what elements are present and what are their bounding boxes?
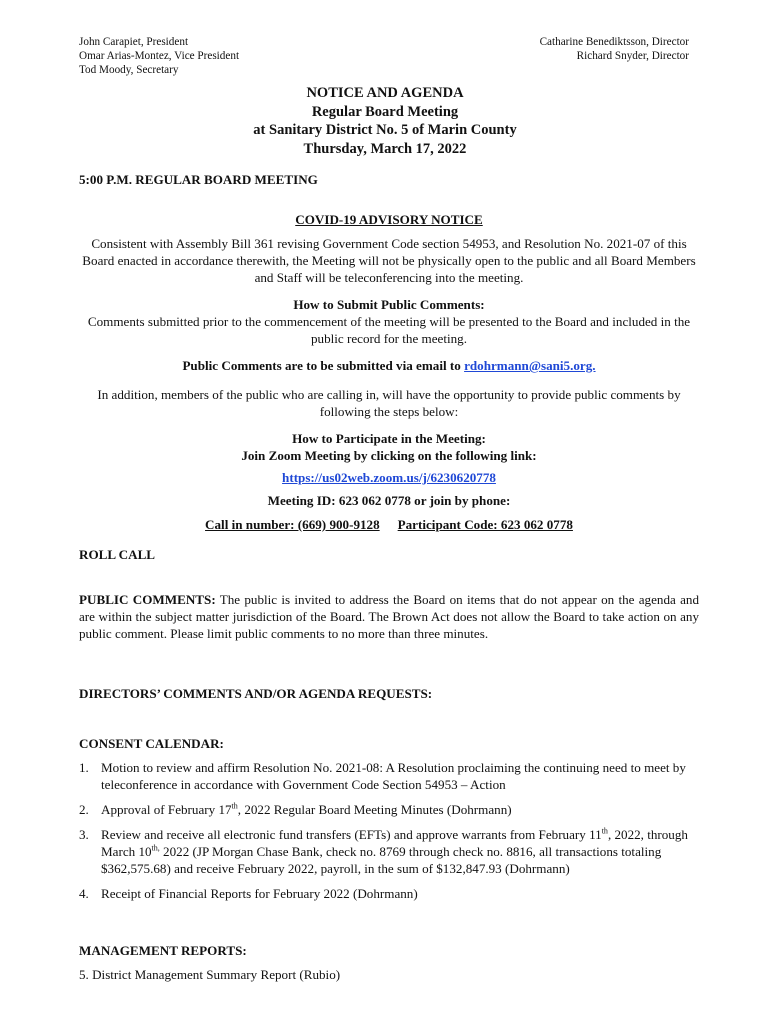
public-comments-label: PUBLIC COMMENTS: xyxy=(79,592,216,607)
consent-item-2 xyxy=(79,801,699,818)
title-line-1: NOTICE AND AGENDA xyxy=(306,85,464,101)
officer-vice-president: Omar Arias-Montez, Vice President xyxy=(79,50,240,62)
zoom-link[interactable]: https://us02web.zoom.us/j/6230620778 xyxy=(282,470,496,485)
public-comments-section xyxy=(79,591,699,642)
email-link[interactable]: rdohrmann@sani5.org. xyxy=(464,358,596,373)
consent-item-1 xyxy=(79,759,699,793)
title-line-3: at Sanitary District No. 5 of Marin County xyxy=(253,122,517,138)
meeting-id: Meeting ID: 623 062 0778 or join by phone: xyxy=(267,493,511,508)
item-text: Motion to review and affirm Resolution No. 2021-08: A Resolution proclaiming the continuing need to meet by teleconference in accordance with Government Code Section 54953 – Action xyxy=(101,760,686,792)
item-number: 3. xyxy=(79,827,89,842)
officer-secretary: Tod Moody, Secretary xyxy=(79,64,179,76)
directors-list xyxy=(540,35,689,63)
item-number: 1. xyxy=(79,760,89,775)
item-text: Receipt of Financial Reports for February 2022 (Dohrmann) xyxy=(101,886,418,901)
ordinal-suffix: th xyxy=(231,801,238,811)
director-2: Richard Snyder, Director xyxy=(576,50,689,62)
submit-comments-heading: How to Submit Public Comments: xyxy=(293,297,485,312)
participate-heading: How to Participate in the Meeting: xyxy=(292,431,486,446)
calling-in-text: In addition, members of the public who are calling in, will have the opportunity to provide public comments by following the steps below: xyxy=(97,387,681,419)
item-text-cont: , 2022 Regular Board Meeting Minutes (Dohrmann) xyxy=(237,802,512,817)
email-prefix: Public Comments are to be submitted via email to xyxy=(182,358,465,373)
item-text-cont: 2022 (JP Morgan Chase Bank, check no. 8769 through check no. 8816, all transactions totaling $362,575.68) and receive February 2022, payroll, in the sum of $132,847.93 (Dohrmann) xyxy=(101,844,662,876)
consent-calendar-heading: CONSENT CALENDAR: xyxy=(79,736,224,751)
directors-comments-heading: DIRECTORS’ COMMENTS AND/OR AGENDA REQUESTS: xyxy=(79,686,433,701)
management-item-5: 5. District Management Summary Report (Rubio) xyxy=(79,967,341,982)
item-text: Approval of February 17 xyxy=(101,802,232,817)
item-number: 2. xyxy=(79,802,89,817)
management-reports-heading: MANAGEMENT REPORTS: xyxy=(79,943,247,958)
item-text: Review and receive all electronic fund transfers (EFTs) and approve warrants from February 11 xyxy=(101,827,602,842)
title-line-2: Regular Board Meeting xyxy=(311,103,459,120)
item-number: 4. xyxy=(79,886,89,901)
call-in-number: Call in number: (669) 900-9128 xyxy=(205,517,380,532)
zoom-link-line xyxy=(79,469,699,486)
consent-item-3 xyxy=(79,826,699,877)
public-comments-body: The public is invited to address the Board on items that do not appear on the agenda and are within the subject matter jurisdiction of the Board. The Brown Act does not allow the Board to take action on any public comment. Please limit public comments to no more than three minutes. xyxy=(79,592,700,641)
zoom-heading: Join Zoom Meeting by clicking on the following link: xyxy=(241,448,537,463)
ordinal-suffix: th xyxy=(601,826,608,836)
participant-code: Participant Code: 623 062 0778 xyxy=(397,517,573,532)
meeting-time: 5:00 P.M. REGULAR BOARD MEETING xyxy=(79,172,318,187)
consent-calendar-list xyxy=(79,759,699,902)
covid-body: Consistent with Assembly Bill 361 revising Government Code section 54953, and Resolution No. 2021-07 of this Board enacted in accordance therewith, the Meeting will not be physically open to the public and all Board Members and Staff will be teleconferencing into the meeting. xyxy=(82,236,696,285)
consent-item-4 xyxy=(79,885,699,902)
officer-president: John Carapiet, President xyxy=(79,36,189,48)
ordinal-suffix: th, xyxy=(151,843,160,853)
call-in-line xyxy=(79,516,699,533)
roll-call-heading: ROLL CALL xyxy=(79,547,156,562)
covid-heading: COVID-19 ADVISORY NOTICE xyxy=(295,212,483,227)
email-line xyxy=(79,357,699,374)
submit-comments-body: Comments submitted prior to the commencement of the meeting will be presented to the Board and included in the public record for the meeting. xyxy=(87,314,691,346)
document-title xyxy=(0,84,770,158)
officers-list xyxy=(79,35,239,77)
item-text-cont: , 2022, through March 10 xyxy=(101,827,688,859)
title-line-4: Thursday, March 17, 2022 xyxy=(303,140,467,157)
director-1: Catharine Benediktsson, Director xyxy=(539,36,689,48)
